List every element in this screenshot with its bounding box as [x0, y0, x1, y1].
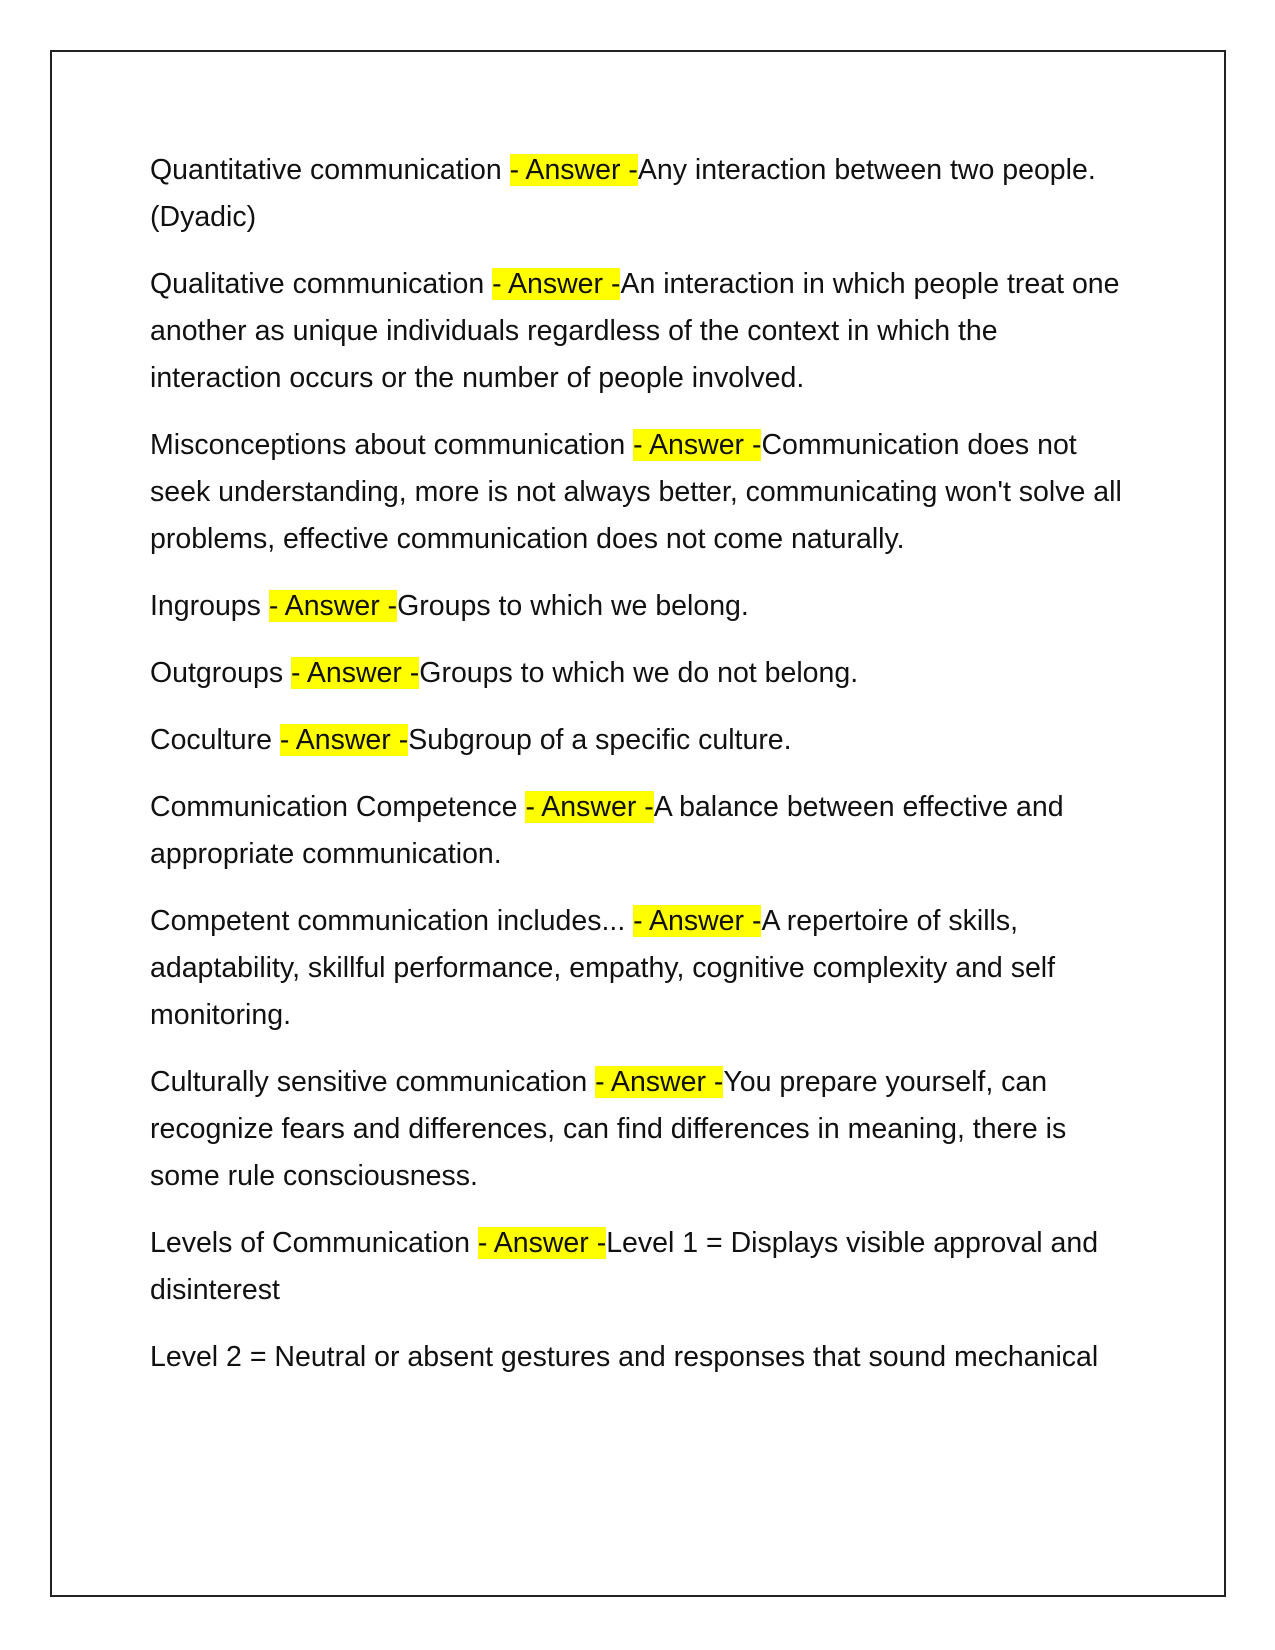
entry-term: Misconceptions about communication [150, 429, 634, 461]
answer-highlight: - Answer - [268, 590, 398, 622]
entry-definition: An interaction in which people treat one another as unique individuals regardless of the context in which the interaction occurs or the number of people involved. [150, 268, 1120, 394]
answer-highlight: - Answer - [525, 791, 654, 823]
entry-definition: Any interaction between two people. (Dyadic) [150, 154, 1096, 233]
answer-highlight: - Answer - [477, 1227, 607, 1259]
entry-definition: You prepare yourself, can recognize fears and differences, can find differences in meaning, there is some rule consciousness. [150, 1066, 1067, 1192]
entry-term: Outgroups [150, 657, 291, 689]
answer-highlight: - Answer - [279, 724, 409, 756]
qa-entry-qualitative [150, 261, 1130, 402]
qa-entry-quantitative [150, 147, 1130, 241]
answer-highlight: - Answer - [633, 905, 762, 937]
entry-definition: Groups to which we belong. [397, 590, 749, 622]
document-body [150, 147, 1130, 1401]
entry-definition: A repertoire of skills, adaptability, skillful performance, empathy, cognitive complexity and self monitoring. [150, 905, 1056, 1031]
answer-highlight: - Answer - [492, 268, 621, 300]
qa-entry-misconceptions [150, 422, 1130, 563]
qa-entry-communication-competence [150, 784, 1130, 878]
qa-entry-coculture [150, 717, 1130, 764]
qa-entry-outgroups [150, 650, 1130, 697]
entry-term: Qualitative communication [150, 268, 493, 300]
qa-entry-ingroups [150, 583, 1130, 630]
answer-highlight: - Answer - [509, 154, 638, 186]
answer-highlight: - Answer - [633, 429, 762, 461]
entry-definition: Communication does not seek understanding, more is not always better, communicating won't solve all problems, effective communication does not come naturally. [150, 429, 1122, 555]
entry-term: Competent communication includes... [150, 905, 634, 937]
answer-highlight: - Answer - [291, 657, 420, 689]
entry-definition: A balance between effective and appropriate communication. [150, 791, 1064, 870]
entry-term: Coculture [150, 724, 280, 756]
qa-entry-competent-communication [150, 898, 1130, 1039]
entry-term: Quantitative communication [150, 154, 510, 186]
entry-definition: Groups to which we do not belong. [419, 657, 859, 689]
entry-definition: Subgroup of a specific culture. [408, 724, 792, 756]
entry-term: Culturally sensitive communication [150, 1066, 596, 1098]
answer-highlight: - Answer - [595, 1066, 724, 1098]
continuation-paragraph: Level 2 = Neutral or absent gestures and responses that sound mechanical [150, 1341, 1099, 1373]
qa-entry-culturally-sensitive [150, 1059, 1130, 1200]
entry-term: Communication Competence [150, 791, 526, 823]
qa-entry-levels-of-communication [150, 1220, 1130, 1314]
entry-definition: Level 1 = Displays visible approval and disinterest [150, 1227, 1099, 1306]
entry-term: Ingroups [150, 590, 269, 622]
entry-term: Levels of Communication [150, 1227, 478, 1259]
